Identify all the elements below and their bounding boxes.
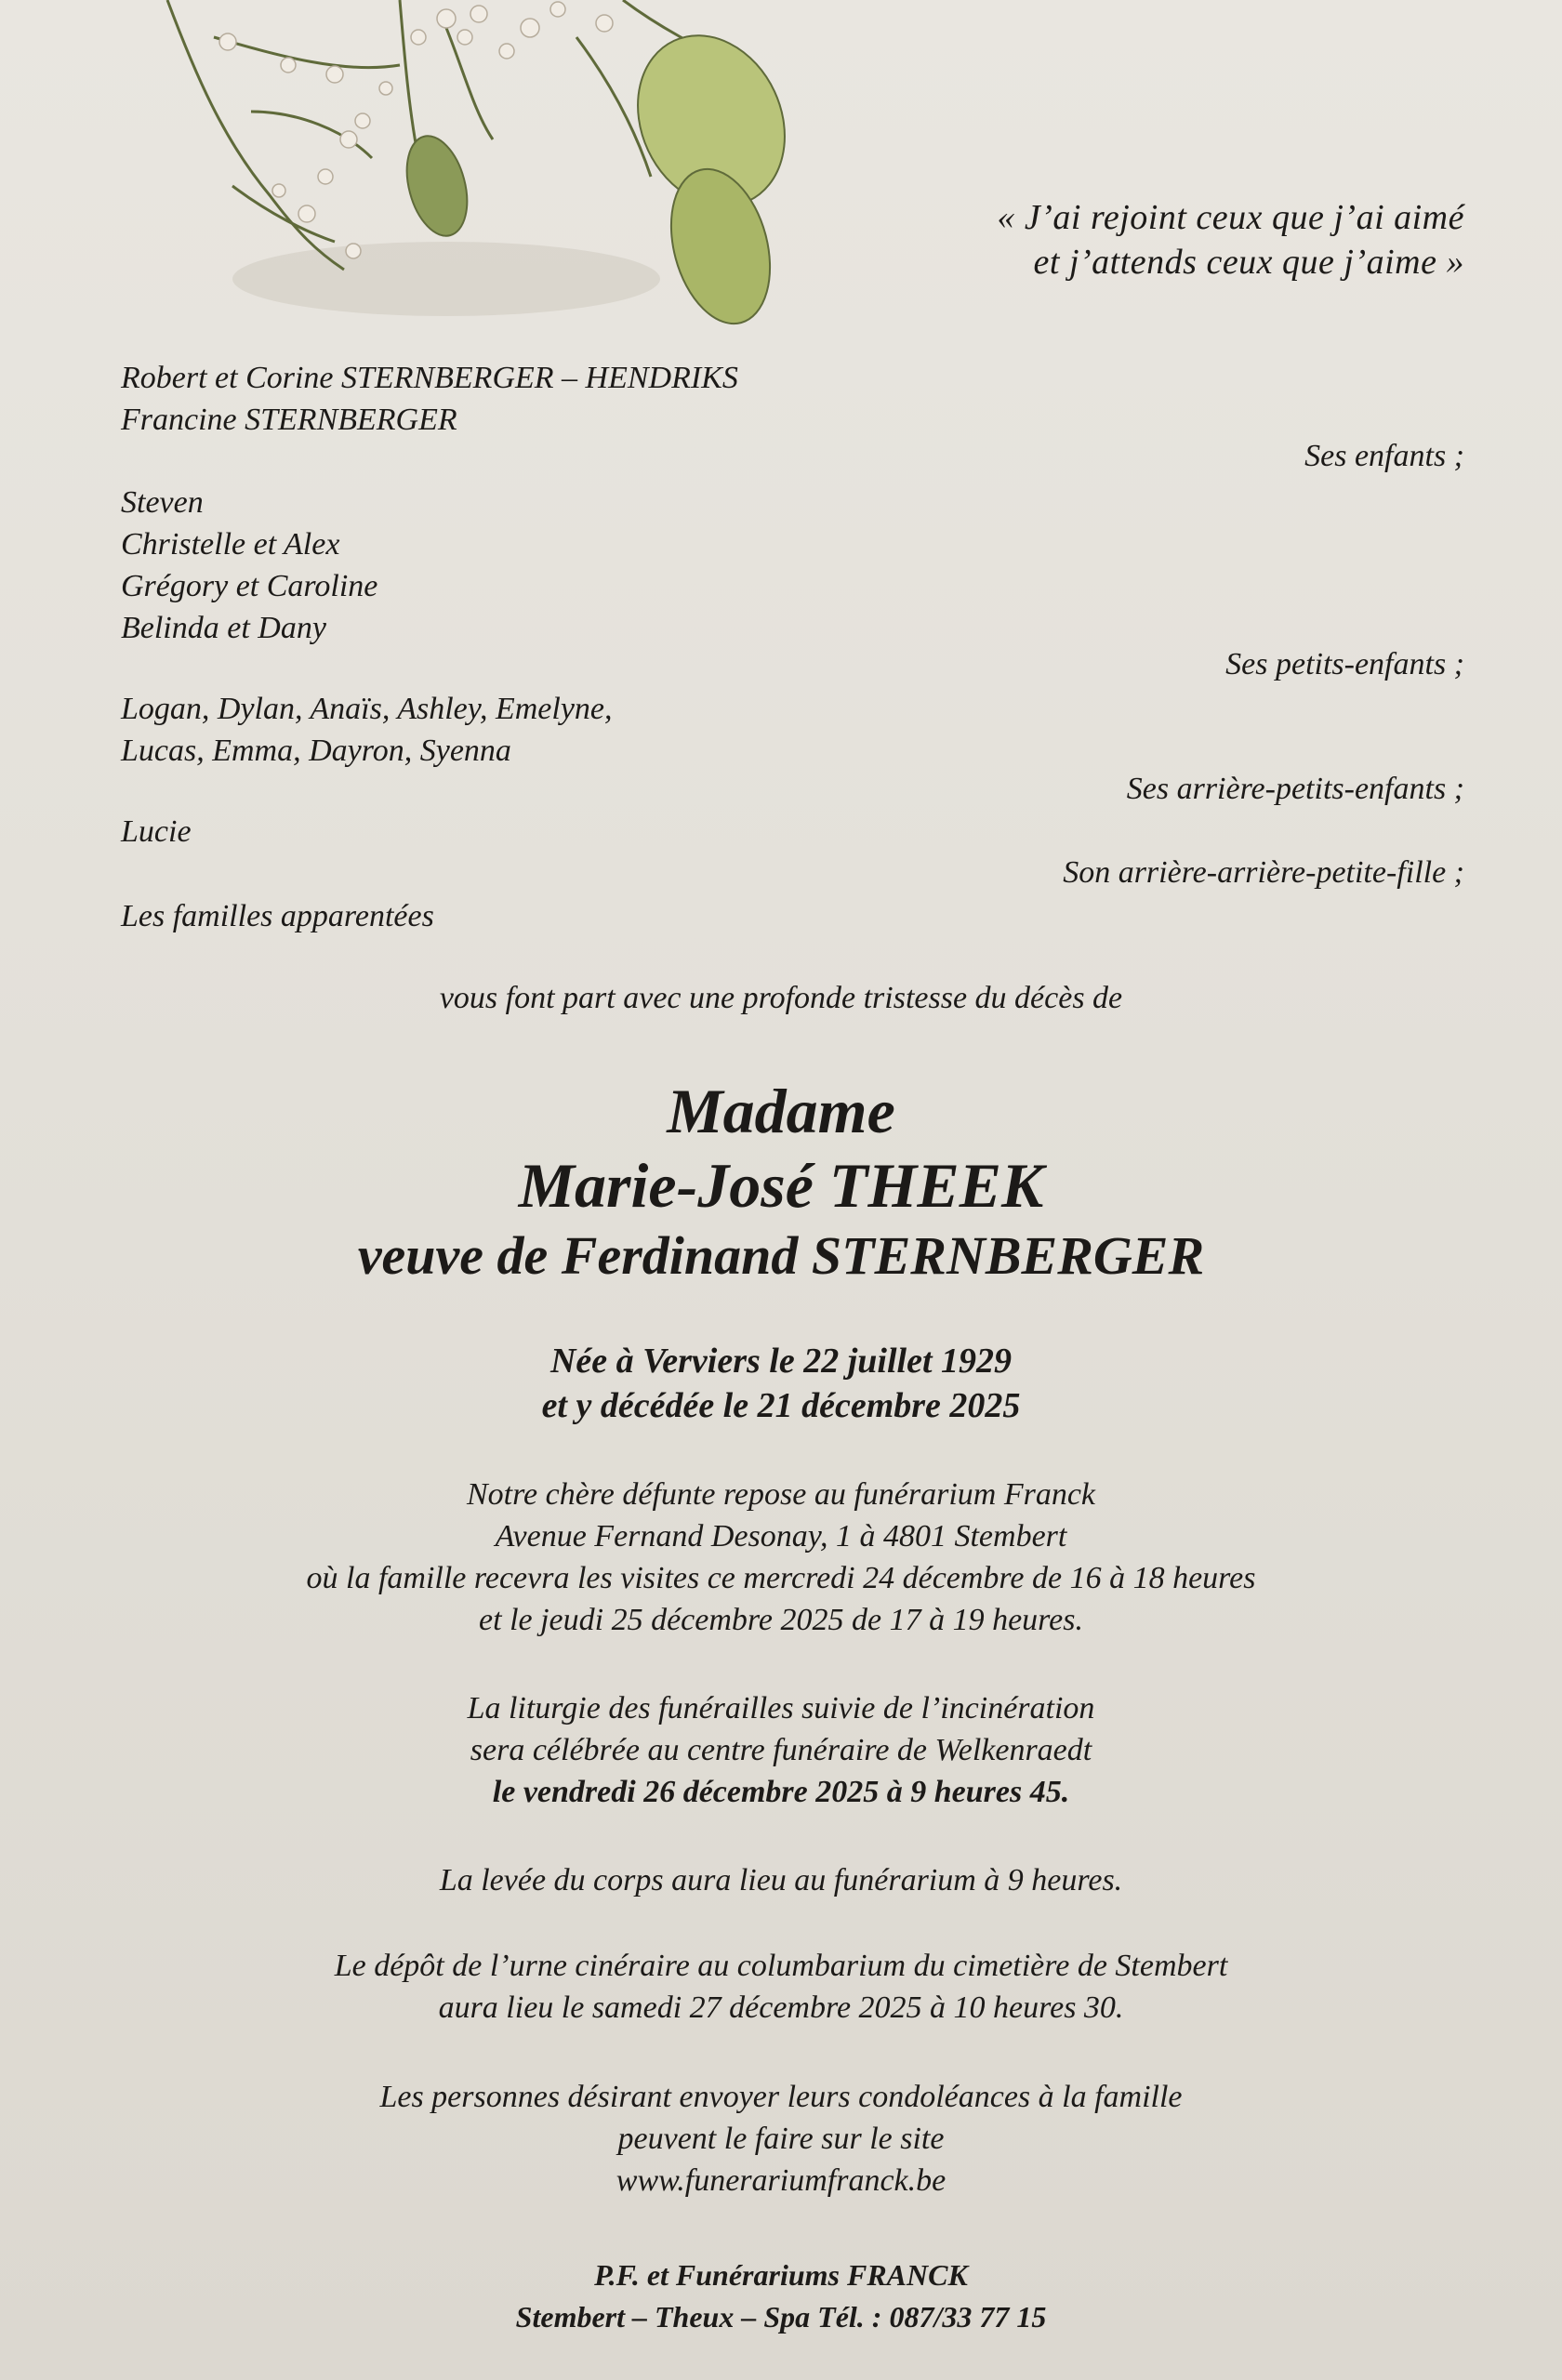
funeral-home-locations-phone: Stembert – Theux – Spa Tél. : 087/33 77 15 (515, 2300, 1047, 2334)
children-names (121, 357, 738, 441)
condolences-line: peuvent le faire sur le site (617, 2122, 945, 2156)
visitation-line: Avenue Fernand Desonay, 1 à 4801 Stembert (495, 1519, 1067, 1554)
visitation-line: Notre chère défunte repose au funérarium Franck (466, 1477, 1096, 1512)
visitation-line: et le jeudi 25 décembre 2025 de 17 à 19 heures. (479, 1603, 1083, 1637)
death-date: et y décédée le 21 décembre 2025 (541, 1386, 1021, 1425)
deceased-title: Madame (667, 1076, 895, 1146)
condolences-info (0, 2076, 1562, 2202)
grandchild-name: Grégory et Caroline (121, 569, 378, 603)
child-name: Robert et Corine STERNBERGER – HENDRIKS (121, 361, 738, 395)
deceased-name: Marie-José THEEK (518, 1150, 1044, 1221)
quote-line-2: et j’attends ceux que j’aime » (1033, 243, 1464, 282)
condolences-line: Les personnes désirant envoyer leurs condoléances à la famille (379, 2080, 1183, 2114)
birth-date: Née à Verviers le 22 juillet 1929 (549, 1342, 1013, 1381)
deceased-widow-of: veuve de Ferdinand STERNBERGER (357, 1225, 1205, 1286)
great-grandchild-names-line: Logan, Dylan, Anaïs, Ashley, Emelyne, (121, 692, 613, 726)
quote-line-1: « J’ai rejoint ceux que j’ai aimé (997, 198, 1464, 237)
epitaph-quote (997, 195, 1464, 284)
grandchildren-names (121, 482, 377, 649)
liturgy-line: sera célébrée au centre funéraire de Welkenraedt (470, 1733, 1092, 1767)
condolences-website: www.funerariumfranck.be (616, 2163, 946, 2198)
visitation-info (0, 1474, 1562, 1641)
grandchild-name: Christelle et Alex (121, 527, 340, 562)
great-grandchildren-relation: Ses arrière-petits-enfants ; (1126, 772, 1464, 806)
liturgy-date: le vendredi 26 décembre 2025 à 9 heures 45. (492, 1775, 1070, 1809)
urn-deposit-info (0, 1945, 1562, 2029)
life-dates (0, 1339, 1562, 1428)
urn-line: Le dépôt de l’urne cinéraire au columbarium du cimetière de Stembert (334, 1949, 1228, 1983)
great-grandchild-names-line: Lucas, Emma, Dayron, Syenna (121, 734, 511, 768)
funeral-home-footer (0, 2254, 1562, 2338)
dried-flowers-bouquet-illustration (139, 0, 883, 353)
announcement-text: vous font part avec une profonde tristesse du décès de (439, 981, 1123, 1015)
children-relation: Ses enfants ; (1304, 439, 1464, 473)
child-name: Francine STERNBERGER (121, 403, 457, 437)
liturgy-info (0, 1687, 1562, 1813)
funeral-home-name: P.F. et Funérariums FRANCK (594, 2258, 968, 2292)
grandchild-name: Belinda et Dany (121, 611, 326, 645)
related-families: Les familles apparentées (121, 899, 434, 933)
visitation-line: où la famille recevra les visites ce mercredi 24 décembre de 16 à 18 heures (306, 1561, 1256, 1595)
urn-line: aura lieu le samedi 27 décembre 2025 à 10 heures 30. (438, 1990, 1124, 2025)
grandchildren-relation: Ses petits-enfants ; (1225, 647, 1464, 681)
great-great-granddaughter-name: Lucie (121, 814, 192, 849)
great-great-granddaughter-relation: Son arrière-arrière-petite-fille ; (1063, 855, 1464, 890)
great-grandchildren-names (121, 688, 613, 772)
great-great-granddaughter-names (121, 811, 192, 853)
grandchild-name: Steven (121, 485, 204, 520)
liturgy-line: La liturgie des funérailles suivie de l’incinération (467, 1691, 1095, 1726)
deceased-block (0, 1074, 1562, 1289)
body-removal-info: La levée du corps aura lieu au funérarium à 9 heures. (439, 1863, 1123, 1897)
